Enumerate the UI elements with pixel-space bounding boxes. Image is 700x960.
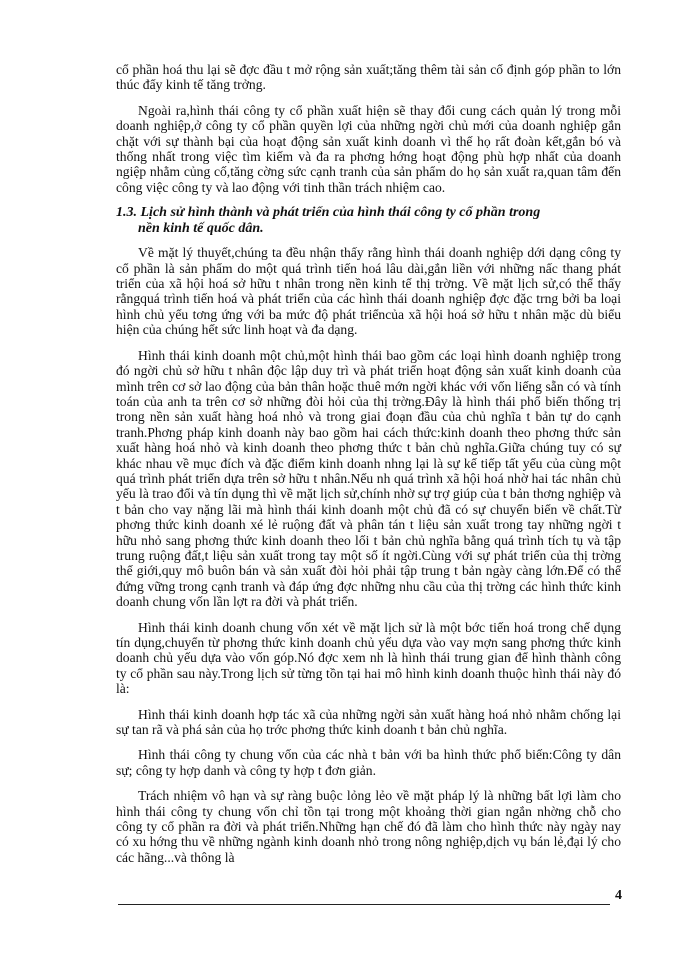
page-content	[116, 62, 621, 875]
paragraph-joint-company-forms: Hình thái công ty chung vốn của các nhà t bản với ba hình thức phổ biến:Công ty dân sự; công ty hợp danh và công ty hợp t đơn giản.	[116, 747, 621, 778]
paragraph-continuation: cổ phần hoá thu lại sẽ đợc đầu t mở rộng sản xuất;tăng thêm tài sản cố định góp phần to lớn thúc đẩy kinh tế tăng trởng.	[116, 62, 621, 93]
paragraph-cooperative: Hình thái kinh doanh hợp tác xã của những ngời sản xuất hàng hoá nhỏ nhằm chống lại sự tan rã và phá sản của họ trớc phơng thức kinh doanh t bản chủ nghĩa.	[116, 706, 621, 738]
paragraph-unlimited-liability: Trách nhiệm vô hạn và sự ràng buộc lỏng lẻo về mặt pháp lý là những bất lợi làm cho hình thái công ty chung vốn chỉ tồn tại trong một khoảng thời gian ngắn nhờng chỗ cho công ty cổ phần ra đời và phát triển.Những hạn chế đó đã làm cho hình thức này ngày nay có xu hớng thu về những ngành kinh doanh nhỏ trong nông nghiệp,dịch vụ bán lẻ,đại lý cho các hãng...và thông là	[116, 788, 621, 865]
paragraph-theory: Về mặt lý thuyết,chúng ta đều nhận thấy rằng hình thái doanh nghiệp dới dạng công ty cổ phần là sản phẩm do một quá trình tiến hoá lâu dài,gắn liền với những nấc thang phát triển của xã hội hoá sở hữu t nhân trong nền kinh tế thị trờng. Về mặt lịch sử,có thể thấy rằngquá trình tiến hoá và phát triển của các hình thái doanh nghiệp đợc đặc trng bởi ba loại hình chủ yếu tơng ứng với ba mức độ phát triểncủa xã hội hoá sở hữu t nhân mặc dù biểu hiện của chúng hết sức linh hoạt và đa dạng.	[116, 245, 621, 338]
page-number: 4	[615, 888, 622, 903]
paragraph-management-change: Ngoài ra,hình thái công ty cổ phần xuất hiện sẽ thay đổi cung cách quản lý trong mỗi doanh nghiệp,ở công ty cổ phần quyền lợi của những ngời chủ mới của doanh nghiệp gắn chặt với sự thành bại của hoạt động sản xuất kinh doanh vì thế họ rất đoàn kết,gắn bó và thống nhất trong việc tìm kiếm và đa ra phơng hớng hoạt động phù hợp nhất của doanh ngiệp nhằm củng cố,tăng cờng sức cạnh tranh của sản phẩm do họ sản xuất ra,quan tâm đến công việc công ty và lao động với tinh thần trách nhiệm cao.	[116, 102, 621, 195]
section-heading-line2: nền kinh tế quốc dân.	[138, 221, 264, 237]
section-heading-line1: 1.3. Lịch sử hình thành và phát triển của hình thái công ty cổ phần trong	[116, 205, 541, 221]
paragraph-sole-ownership: Hình thái kinh doanh một chủ,một hình thái bao gồm các loại hình doanh nghiệp trong đó ngời chủ sở hữu t nhân độc lập duy trì và phát triển hoạt động sản xuất kinh doanh của mình trên cơ sở lao động của bản thân hoặc thuê mớn ngời khác với vốn liếng sẵn có và tính toán của anh ta trên cơ sở những đòi hỏi của thị trờng.Đây là hình thái phổ biến thống trị trong nền sản xuất hàng hoá nhỏ và trong giai đoạn đầu của chủ nghĩa t bản tự do cạnh tranh.Phơng pháp kinh doanh này bao gồm hai cách thức:kinh doanh theo phơng thức sản xuất hàng hoá nhỏ và kinh doanh theo phơng thức t bản chủ nghĩa.Giữa chúng tuy có sự khác nhau về mục đích và đặc điểm kinh doanh nhng lại là sự kế tiếp tất yếu của cùng một quá trình phát triển dựa trên sở hữu t nhân.Nếu nh quá trình xã hội hoá nhờ hai tác nhân chủ yếu là trao đổi và tín dụng thì về mặt lịch sử,chính nhờ sự trợ giúp của t bản thơng nghiệp và t bản cho vay nặng lãi mà hình thái kinh doanh một chủ đã có sự chuyển biến về chất.Từ phơng thức kinh doanh xé lẻ ruộng đất và phân tán t liệu sản xuất trong tay những ngời t hữu nhỏ sang phơng thức kinh doanh theo lối t bản chủ nghĩa bằng quá trình tích tụ và tập trung ruộng đất,t liệu sản xuất trong tay một số ít ngời.Cùng với sự phát triển của thị trờng thế giới,quy mô buôn bán và sản xuất đòi hỏi phải tập trung t bản ngày càng lớn.Để có thể đứng vững trong cạnh tranh và đáp ứng đợc những nhu cầu của thị trờng các hình thức kinh doanh chung vốn lần lợt ra đời và phát triển.	[116, 347, 621, 610]
section-heading	[116, 205, 621, 237]
footer-rule	[118, 904, 610, 905]
paragraph-joint-capital: Hình thái kinh doanh chung vốn xét về mặt lịch sử là một bớc tiến hoá trong chế dụng tín dụng,chuyển từ phơng thức kinh doanh chủ yếu dựa vào vay mợn sang phơng thức kinh doanh chủ yếu dựa vào vốn góp.Nó đợc xem nh là hình thái trung gian để hình thành công ty cổ phần sau này.Trong lịch sử từng tồn tại hai mô hình kinh doanh thuộc hình thái này đó là:	[116, 619, 621, 697]
